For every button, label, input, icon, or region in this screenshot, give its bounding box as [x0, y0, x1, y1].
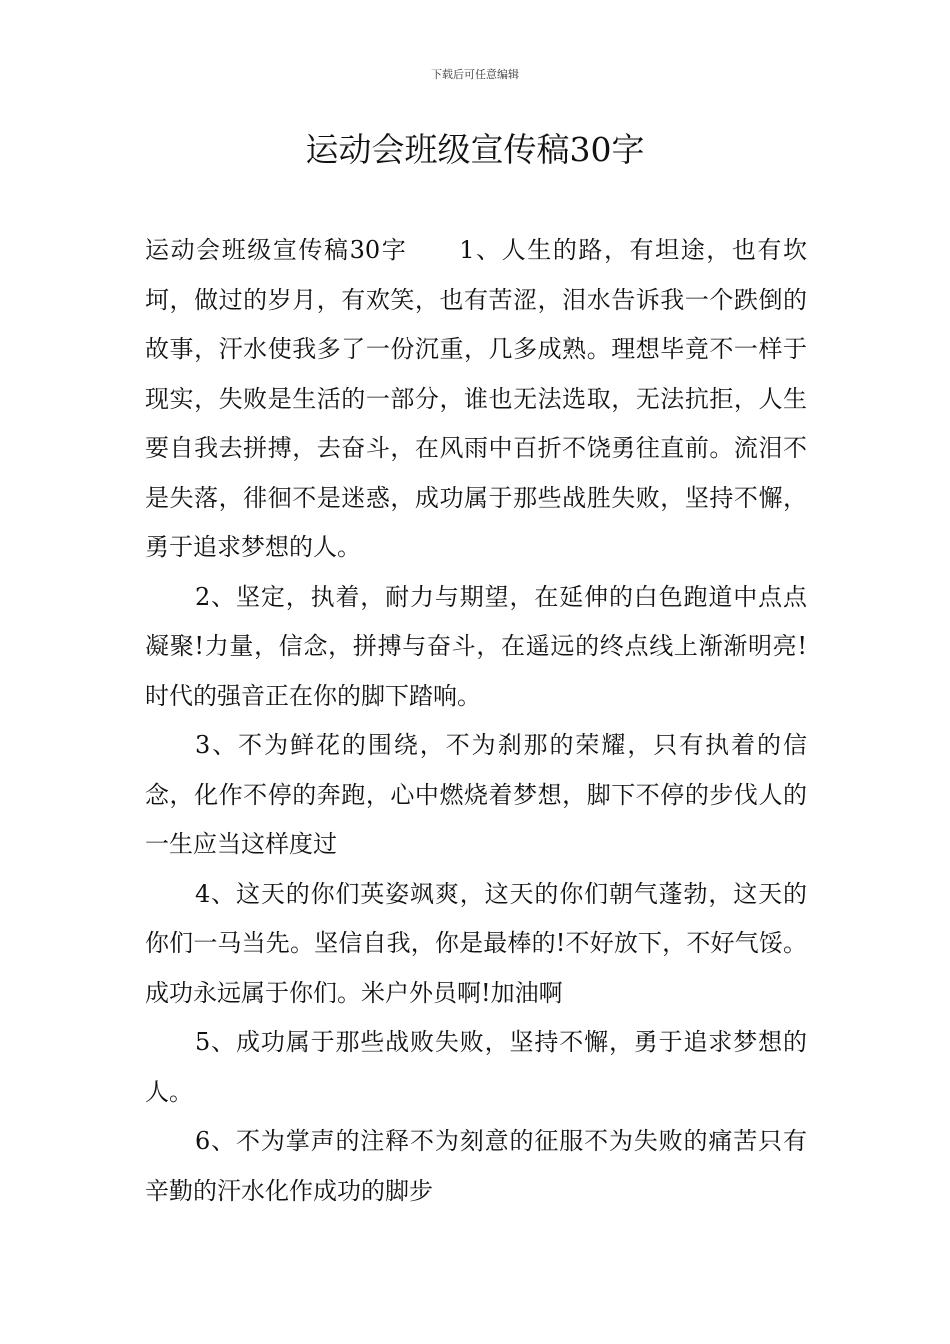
page-title: 运动会班级宣传稿30字	[305, 130, 645, 169]
paragraph-1-text: 1、人生的路，有坦途，也有坎坷，做过的岁月，有欢笑，也有苦涩，泪水告诉我一个跌倒的故事，汗水使我多了一份沉重，几多成熟。理想毕竟不一样于现实，失败是生活的一部分，谁也无法选取，无法抗拒，人生要自我去拼搏，去奋斗，在风雨中百折不饶勇往直前。流泪不是失落，徘徊不是迷惑，成功属于那些战胜失败，坚持不懈，勇于追求梦想的人。	[145, 236, 807, 561]
article-body	[145, 226, 807, 1216]
paragraph-6: 6、不为掌声的注释不为刻意的征服不为失败的痛苦只有辛勤的汗水化作成功的脚步	[145, 1127, 807, 1205]
paragraph-3: 3、不为鲜花的围绕，不为刹那的荣耀，只有执着的信念，化作不停的奔跑，心中燃烧着梦想，脚下不停的步伐人的一生应当这样度过	[145, 731, 807, 858]
paragraph-1	[145, 226, 807, 573]
paragraph-5: 5、成功属于那些战败失败，坚持不懈，勇于追求梦想的人。	[145, 1028, 807, 1106]
intro-label: 运动会班级宣传稿30字	[145, 236, 408, 264]
paragraph-2: 2、坚定，执着，耐力与期望，在延伸的白色跑道中点点凝聚!力量，信念，拼搏与奋斗，在遥远的终点线上渐渐明亮!时代的强音正在你的脚下踏响。	[145, 582, 807, 710]
header-note: 下载后可任意编辑	[431, 68, 519, 81]
paragraph-4: 4、这天的你们英姿飒爽，这天的你们朝气蓬勃，这天的你们一马当先。坚信自我，你是最棒的!不好放下，不好气馁。成功永远属于你们。米户外员啊!加油啊	[145, 879, 807, 1007]
